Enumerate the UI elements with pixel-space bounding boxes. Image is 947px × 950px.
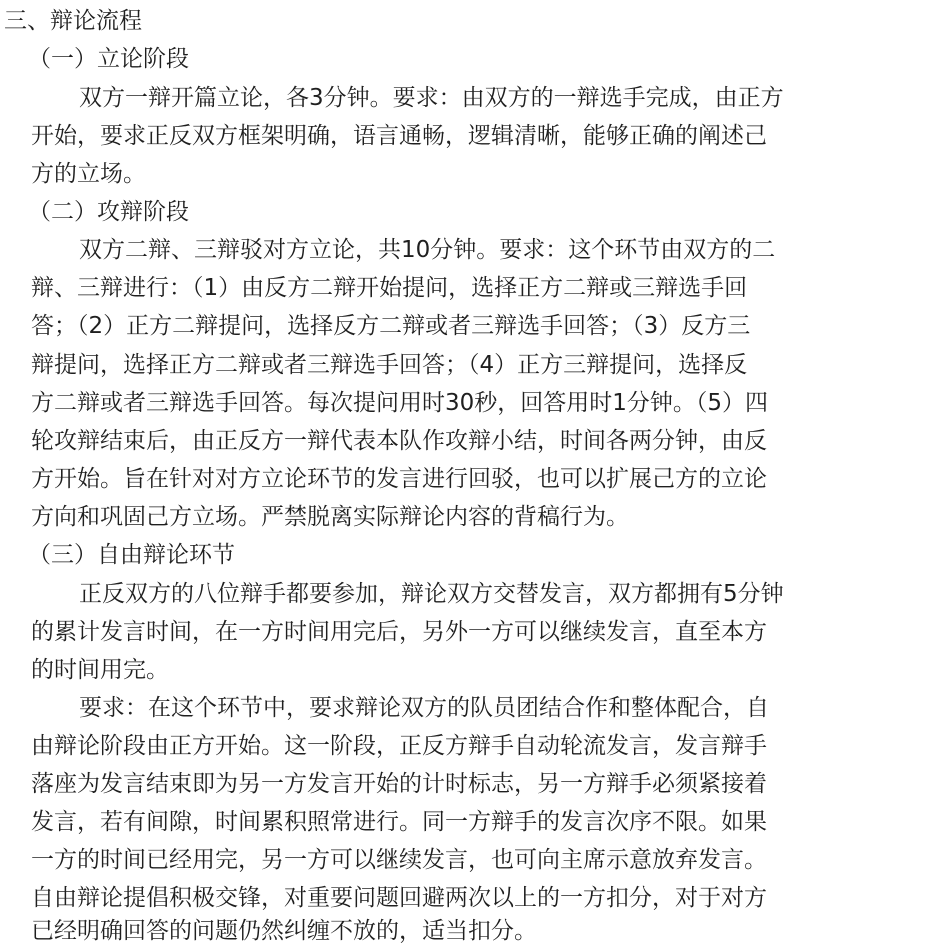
paragraph-line: 开始，要求正反双方框架明确，语言通畅，逻辑清晰，能够正确的阐述己 bbox=[31, 123, 767, 149]
paragraph-line: 的累计发言时间，在一方时间用完后，另外一方可以继续发言，直至本方 bbox=[31, 619, 767, 645]
paragraph-line: 辩、三辩进行：（1）由反方二辩开始提问，选择正方二辩或三辩选手回 bbox=[31, 275, 748, 301]
subsection-heading-1: （一）立论阶段 bbox=[28, 46, 189, 72]
paragraph-line: 双方二辩、三辩驳对方立论，共10分钟。要求：这个环节由双方的二 bbox=[79, 237, 776, 263]
paragraph-line: 轮攻辩结束后，由正反方一辩代表本队作攻辩小结，时间各两分钟，由反 bbox=[31, 428, 767, 454]
paragraph-line: 答；（2）正方二辩提问，选择反方二辩或者三辩选手回答；（3）反方三 bbox=[31, 313, 751, 339]
subsection-heading-2: （二）攻辩阶段 bbox=[28, 199, 189, 225]
paragraph-line: 方的立场。 bbox=[31, 161, 146, 187]
paragraph-line: 自由辩论提倡积极交锋，对重要问题回避两次以上的一方扣分，对于对方 bbox=[31, 885, 767, 911]
paragraph-line: 由辩论阶段由正方开始。这一阶段，正反方辩手自动轮流发言，发言辩手 bbox=[31, 733, 767, 759]
paragraph-line: 辩提问，选择正方二辩或者三辩选手回答；（4）正方三辩提问，选择反 bbox=[31, 352, 748, 378]
paragraph-line: 一方的时间已经用完，另一方可以继续发言，也可向主席示意放弃发言。 bbox=[31, 847, 767, 873]
paragraph-line: 正反双方的八位辩手都要参加，辩论双方交替发言，双方都拥有5分钟 bbox=[79, 581, 784, 607]
paragraph-line: 双方一辩开篇立论，各3分钟。要求：由双方的一辩选手完成，由正方 bbox=[79, 85, 784, 111]
paragraph-line-partial: 已经明确回答的问题仍然纠缠不放的，适当扣分。 bbox=[31, 918, 537, 944]
paragraph-line: 方向和巩固己方立场。严禁脱离实际辩论内容的背稿行为。 bbox=[31, 504, 629, 530]
paragraph-line: 发言，若有间隙，时间累积照常进行。同一方辩手的发言次序不限。如果 bbox=[31, 809, 767, 835]
paragraph-line: 方二辩或者三辩选手回答。每次提问用时30秒，回答用时1分钟。（5）四 bbox=[31, 390, 769, 416]
paragraph-line: 要求：在这个环节中，要求辩论双方的队员团结合作和整体配合，自 bbox=[79, 695, 769, 721]
paragraph-line: 落座为发言结束即为另一方发言开始的计时标志，另一方辩手必须紧接着 bbox=[31, 771, 767, 797]
subsection-heading-3: （三）自由辩论环节 bbox=[28, 542, 235, 568]
paragraph-line: 方开始。旨在针对对方立论环节的发言进行回驳，也可以扩展己方的立论 bbox=[31, 466, 767, 492]
paragraph-line: 的时间用完。 bbox=[31, 657, 169, 683]
section-title: 三、辩论流程 bbox=[4, 8, 142, 34]
